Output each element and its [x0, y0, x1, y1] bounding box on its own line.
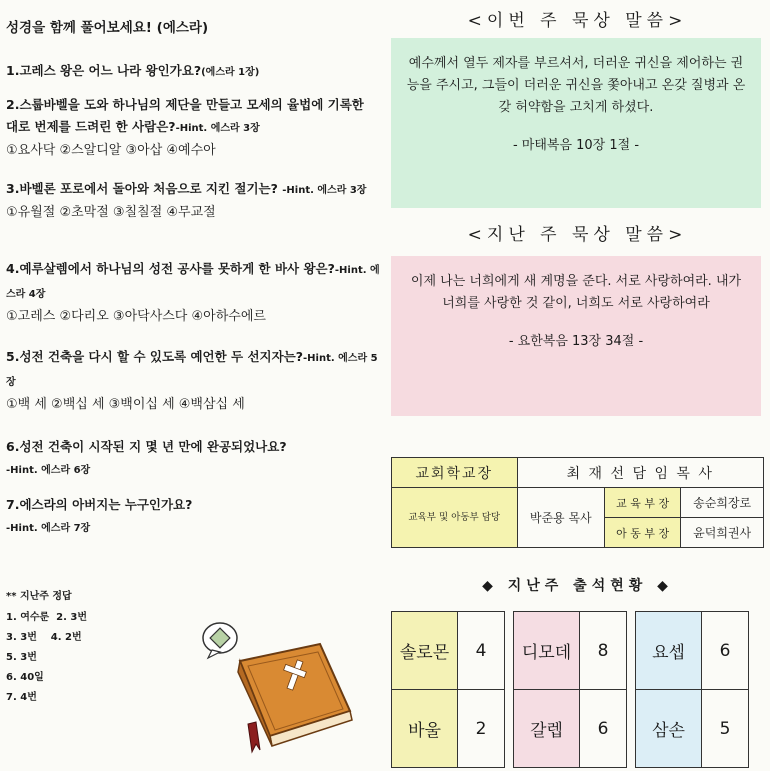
question-hint: -Hint. 에스라 7장 [6, 523, 91, 534]
answer-item: 6. 40일 [6, 672, 44, 683]
attendance-count: 2 [457, 689, 505, 768]
question-2 [6, 94, 380, 162]
question-text: 2.스룹바벨을 도와 하나님의 제단을 만들고 모세의 율법에 기록한 대로 번제를 드려린 한 사람은? [6, 97, 364, 134]
answer-item: 5. 3번 [6, 652, 37, 663]
attendance-name: 디모데 [513, 611, 580, 690]
attendance-name: 바울 [391, 689, 458, 768]
principal-name: 최 재 선 담 임 목 사 [517, 458, 764, 488]
child-name: 윤덕희권사 [681, 518, 764, 548]
last-week-verse-box [391, 256, 761, 416]
question-text: 3.바벨론 포로에서 돌아와 처음으로 지킨 절기는? [6, 181, 278, 196]
attendance-group-3 [635, 611, 749, 768]
question-hint: -Hint. 에스라 5장 [6, 353, 378, 388]
dept-label: 교육부 및 아동부 담당 [392, 488, 518, 548]
staff-table [391, 457, 764, 548]
question-4 [6, 258, 380, 328]
question-hint: -Hint. 에스라 4장 [6, 265, 380, 300]
question-text: 5.성전 건축을 다시 할 수 있도록 예언한 두 선지자는? [6, 349, 304, 364]
attendance-name: 삼손 [635, 689, 702, 768]
last-week-verse: 이제 나는 너희에게 새 계명을 준다. 서로 사랑하여라. 내가 너희를 사랑한 것 같이, 너희도 서로 사랑하여라 [410, 274, 742, 311]
question-7 [6, 494, 380, 540]
dept-name: 박준용 목사 [517, 488, 605, 548]
question-hint: (에스라 1장) [201, 67, 260, 78]
question-text: 4.예루살렘에서 하나님의 성전 공사를 못하게 한 바사 왕은? [6, 261, 335, 276]
attendance-title: ◆ 지난주 출석현황 ◆ [482, 578, 673, 594]
question-hint: -Hint. 에스라 3장 [282, 185, 367, 196]
question-6 [6, 436, 380, 482]
child-label: 아 동 부 장 [605, 518, 681, 548]
this-week-verse: 예수께서 열두 제자를 부르셔서, 더러운 귀신을 제어하는 권능을 주시고, 그들이 더러운 귀신을 쫓아내고 온갖 질병과 온갖 허약함을 고치게 하셨다. [406, 56, 746, 115]
answer-item: 3. 3번 4. 2번 [6, 632, 82, 643]
answer-item: 1. 여수룬 2. 3번 [6, 612, 88, 623]
question-options: ①요사닥 ②스알디알 ③아삽 ④예수아 [6, 143, 216, 158]
question-3 [6, 178, 380, 224]
this-week-heading: <이번 주 묵상 말씀> [467, 11, 688, 31]
last-week-heading: <지난 주 묵상 말씀> [467, 225, 688, 245]
attendance-count: 8 [579, 611, 627, 690]
question-text: 6.성전 건축이 시작된 지 몇 년 만에 완공되었나요? [6, 439, 287, 454]
answers-title: ** 지난주 정답 [6, 591, 72, 602]
this-week-ref: - 마태복음 10장 1절 - [512, 138, 640, 153]
bible-icon [200, 616, 365, 756]
question-options: ①백 세 ②백십 세 ③백이십 세 ④백삼십 세 [6, 397, 245, 412]
attendance-count: 4 [457, 611, 505, 690]
attendance-group-2 [513, 611, 627, 768]
question-hint: -Hint. 에스라 3장 [175, 123, 260, 134]
quiz-title: 성경을 함께 풀어보세요! (에스라) [6, 20, 209, 36]
attendance-count: 5 [701, 689, 749, 768]
attendance-name: 갈렙 [513, 689, 580, 768]
info-panel [385, 0, 770, 771]
last-week-ref: - 요한복음 13장 34절 - [508, 334, 644, 349]
question-5 [6, 346, 380, 416]
principal-label: 교회학교장 [392, 458, 518, 488]
attendance-count: 6 [701, 611, 749, 690]
edu-name: 송순희장로 [681, 488, 764, 518]
question-options: ①고레스 ②다리오 ③아닥사스다 ④아하수에르 [6, 309, 266, 324]
question-hint: -Hint. 에스라 6장 [6, 465, 91, 476]
answers-list [6, 608, 87, 708]
question-options: ①유월절 ②초막절 ③칠칠절 ④무교절 [6, 205, 216, 220]
question-text: 7.에스라의 아버지는 누구인가요? [6, 497, 193, 512]
attendance-group-1 [391, 611, 505, 768]
this-week-verse-box [391, 38, 761, 208]
answer-item: 7. 4번 [6, 692, 37, 703]
attendance-count: 6 [579, 689, 627, 768]
attendance-name: 솔로몬 [391, 611, 458, 690]
question-text: 1.고레스 왕은 어느 나라 왕인가요? [6, 63, 202, 78]
attendance-name: 요셉 [635, 611, 702, 690]
edu-label: 교 육 부 장 [605, 488, 681, 518]
question-1 [6, 60, 380, 84]
